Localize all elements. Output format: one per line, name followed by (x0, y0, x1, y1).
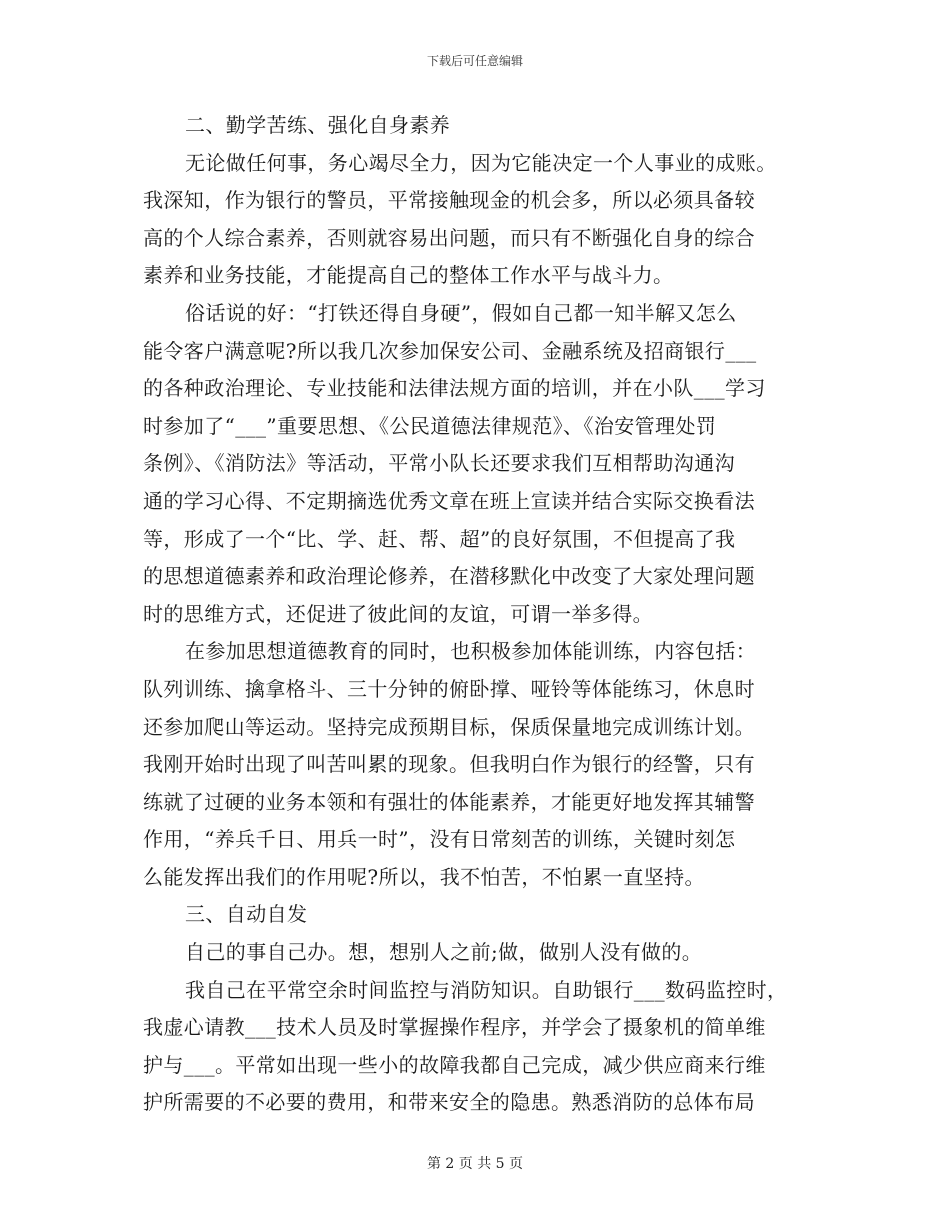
paragraph-line: 通的学习心得、不定期摘选优秀文章在班上宣读并结合实际交换看法 (143, 488, 755, 513)
paragraph-line: 高的个人综合素养，否则就容易出问题，而只有不断强化自身的综合 (143, 225, 755, 250)
paragraph-line: 在参加思想道德教育的同时，也积极参加体能训练，内容包括： (185, 639, 757, 664)
paragraph-line: 我深知，作为银行的警员，平常接触现金的机会多，所以必须具备较 (143, 188, 755, 213)
paragraph-line: 条例》、《消防法》等活动，平常小队长还要求我们互相帮助沟通沟 (143, 451, 735, 476)
paragraph-line: 护所需要的不必要的费用，和带来安全的隐患。熟悉消防的总体布局 (143, 1090, 755, 1115)
section-heading: 二、勤学苦练、强化自身素养 (185, 113, 451, 137)
paragraph-line: 作用，“养兵千日、用兵一时”，没有日常刻苦的训练，关键时刻怎 (143, 827, 736, 852)
paragraph-line: 的思想道德素养和政治理论修养，在潜移默化中改变了大家处理问题 (143, 564, 755, 589)
paragraph-line: 护与___。平常如出现一些小的故障我都自己完成，减少供应商来行维 (143, 1052, 766, 1077)
paragraph-line: 我刚开始时出现了叫苦叫累的现象。但我明白作为银行的经警，只有 (143, 752, 755, 777)
paragraph-line: 我自己在平常空余时间监控与消防知识。自助银行___数码监控时， (185, 977, 788, 1002)
paragraph-line: 时参加了“___”重要思想、《公民道德法律规范》、《治安管理处罚 (143, 413, 717, 438)
header-note: 下载后可任意编辑 (426, 54, 523, 68)
paragraph-line: 等，形成了一个“比、学、赶、帮、超”的良好氛围，不但提高了我 (143, 526, 736, 551)
paragraph-line: 自己的事自己办。想，想别人之前;做，做别人没有做的。 (185, 940, 703, 965)
paragraph-line: 时的思维方式，还促进了彼此间的友谊，可谓一举多得。 (143, 601, 653, 626)
paragraph-line: 练就了过硬的业务本领和有强壮的体能素养，才能更好地发挥其辅警 (143, 789, 755, 814)
paragraph-line: 无论做任何事，务心竭尽全力，因为它能决定一个人事业的成账。 (185, 150, 777, 175)
paragraph-line: 队列训练、擒拿格斗、三十分钟的俯卧撑、哑铃等体能练习，休息时 (143, 676, 755, 701)
section-heading: 三、自动自发 (185, 902, 308, 927)
paragraph-line: 素养和业务技能，才能提高自己的整体工作水平与战斗力。 (143, 263, 674, 288)
paragraph-line: 的各种政治理论、专业技能和法律法规方面的培训，并在小队___学习 (143, 376, 766, 401)
paragraph-line: 俗话说的好：“打铁还得自身硬”，假如自己都一知半解又怎么 (185, 300, 737, 325)
paragraph-line: 我虚心请教___技术人员及时掌握操作程序，并学会了摄象机的简单维 (143, 1015, 766, 1040)
paragraph-line: 能令客户满意呢?所以我几次参加保安公司、金融系统及招商银行___ (143, 338, 757, 363)
page-number: 第 2 页 共 5 页 (426, 1156, 524, 1172)
document-body (143, 107, 811, 1122)
paragraph-line: 么能发挥出我们的作用呢?所以，我不怕苦，不怕累一直坚持。 (143, 864, 705, 889)
paragraph-line: 还参加爬山等运动。坚持完成预期目标，保质保量地完成训练计划。 (143, 714, 755, 739)
